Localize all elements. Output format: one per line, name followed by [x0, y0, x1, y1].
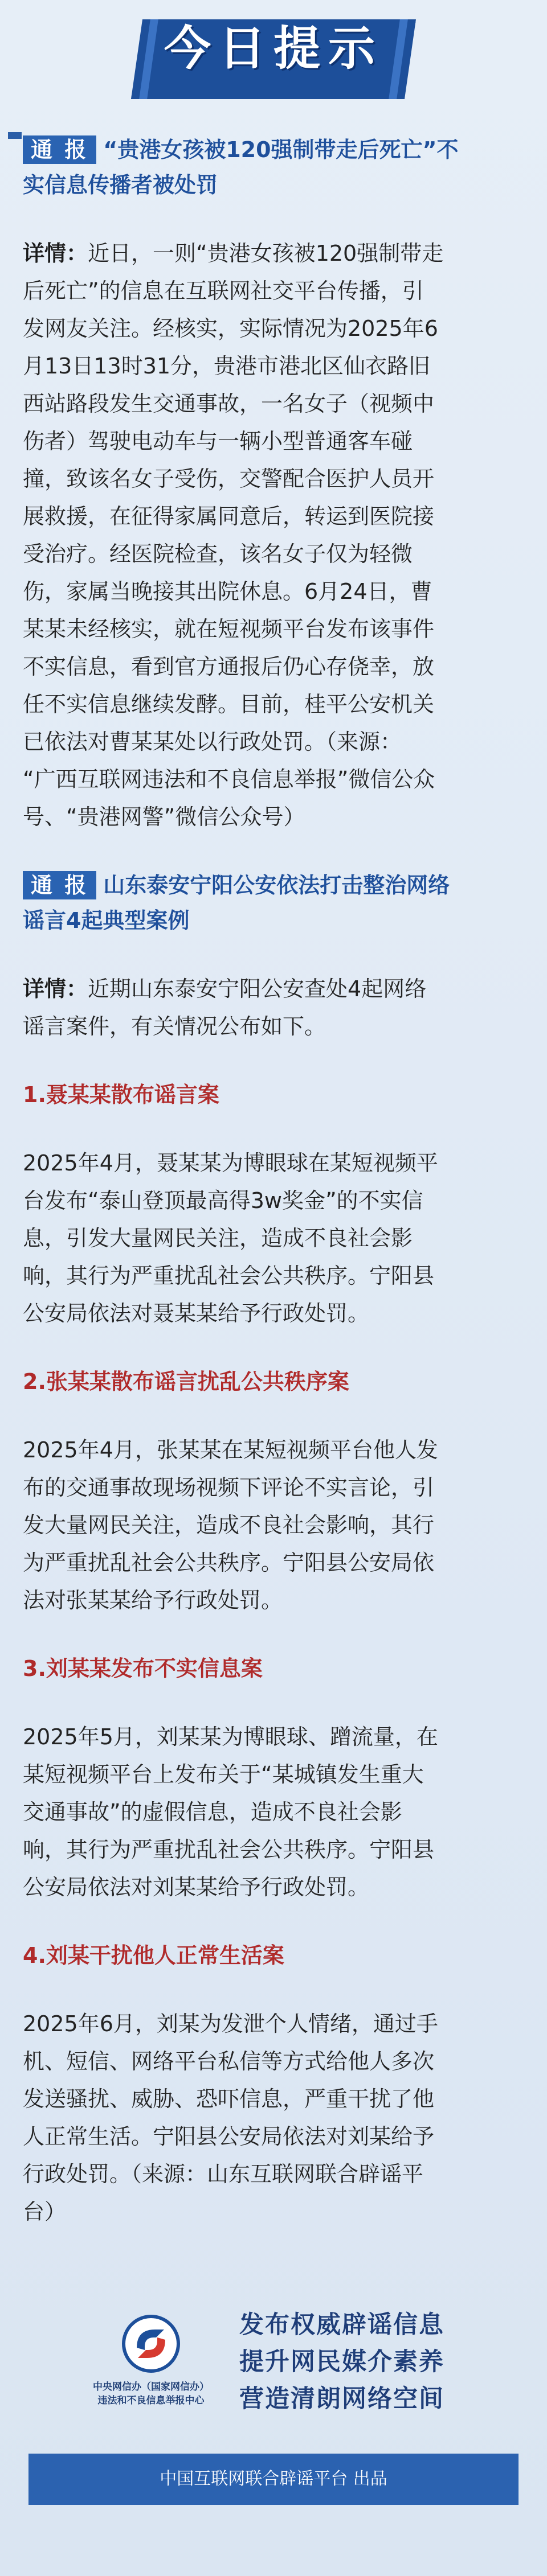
detail-label: 详情： — [23, 241, 88, 266]
notice-tag: 通 报 — [23, 135, 96, 164]
text-line: 公安局依法对刘某某给予行政处罚。 — [23, 1875, 370, 1900]
slogan: 营造清朗网络空间 — [239, 2385, 444, 2413]
text-line: 谣言案件，有关情况公布如下。 — [23, 1014, 326, 1039]
text-line: 受治疗。经医院检查，该名女子仅为轻微 — [23, 541, 413, 566]
paragraph — [23, 1144, 524, 1332]
case-heading: 2.张某某散布谣言扰乱公共秩序案 — [23, 1369, 349, 1394]
logo-caption: 中央网信办（国家网信办） — [93, 2381, 209, 2393]
notice-tag: 通 报 — [23, 871, 96, 899]
text-line: 台发布“泰山登顶最高得3w奖金”的不实信 — [23, 1188, 423, 1213]
paragraph — [23, 1718, 524, 1906]
paragraph — [23, 1431, 524, 1619]
text-line: 某短视频平台上发布关于“某城镇发生重大 — [23, 1762, 424, 1787]
text-line: 伤者）驾驶电动车与一辆小型普通客车碰 — [23, 429, 413, 454]
case-item — [23, 1619, 524, 1906]
text-line: 机、短信、网络平台私信等方式给他人多次 — [23, 2049, 435, 2074]
text-line: 息，引发大量网民关注，造成不良社会影 — [23, 1226, 413, 1251]
text-line: 已依法对曹某某处以行政处罚。（来源： — [23, 729, 402, 754]
paragraph — [23, 2005, 524, 2230]
notice-2-cases — [23, 1045, 524, 2230]
text-line: “广西互联网违法和不良信息举报”微信公众 — [23, 767, 435, 792]
text-line: 法对张某某给予行政处罚。 — [23, 1588, 283, 1613]
case-item — [23, 1906, 524, 2230]
paragraph — [23, 235, 524, 836]
notice-title-line1: 山东泰安宁阳公安依法打击整治网络 — [103, 873, 450, 898]
article-content — [23, 132, 524, 2230]
text-line: 响，其行为严重扰乱社会公共秩序。宁阳县 — [23, 1837, 435, 1862]
text-line: 近期山东泰安宁阳公安查处4起网络 — [88, 976, 427, 1001]
notice-2-intro — [23, 970, 524, 1045]
text-line: 西站路段发生交通事故，一名女子（视频中 — [23, 391, 435, 416]
case-item — [23, 1045, 524, 1332]
text-line: 后死亡”的信息在互联网社交平台传播，引 — [23, 278, 424, 303]
publisher-bar: 中国互联网联合辟谣平台 出品 — [28, 2454, 519, 2505]
text-line: 2025年4月，张某某在某短视频平台他人发 — [23, 1437, 438, 1462]
decor-bar — [8, 132, 22, 139]
footer — [0, 2283, 547, 2576]
text-line: 为严重扰乱社会公共秩序。宁阳县公安局依 — [23, 1550, 435, 1575]
text-line: 月13日13时31分，贵港市港北区仙衣路旧 — [23, 354, 431, 379]
notice-2 — [23, 868, 524, 2230]
text-line: 某某未经核实，就在短视频平台发布该事件 — [23, 617, 435, 642]
text-line: 布的交通事故现场视频下评论不实言论，引 — [23, 1475, 435, 1500]
cac-logo-icon — [120, 2312, 182, 2375]
detail-label: 详情： — [23, 976, 88, 1001]
notice-title-line2: 实信息传播者被处罚 — [23, 172, 218, 198]
text-line: 交通事故”的虚假信息，造成不良社会影 — [23, 1799, 402, 1825]
slogan: 提升网民媒介素养 — [239, 2348, 444, 2376]
text-line: 2025年4月，聂某某为博眼球在某短视频平 — [23, 1151, 438, 1176]
text-line: 任不实信息继续发酵。目前，桂平公安机关 — [23, 692, 435, 717]
text-line: 发送骚扰、威胁、恐吓信息，严重干扰了他 — [23, 2086, 435, 2111]
text-line: 号、“贵港网警”微信公众号） — [23, 804, 305, 829]
text-line: 近日，一则“贵港女孩被120强制带走 — [88, 241, 444, 266]
notice-1-detail — [23, 235, 524, 836]
text-line: 人正常生活。宁阳县公安局依法对刘某给予 — [23, 2124, 435, 2149]
header-banner — [0, 0, 547, 120]
case-heading: 1.聂某某散布谣言案 — [23, 1082, 219, 1107]
text-line: 撞，致该名女子受伤，交警配合医护人员开 — [23, 466, 435, 491]
text-line: 行政处罚。（来源：山东互联网联合辟谣平 — [23, 2162, 424, 2187]
logo-caption: 违法和不良信息举报中心 — [97, 2395, 205, 2406]
text-line: 不实信息，看到官方通报后仍心存侥幸，放 — [23, 654, 435, 679]
paragraph — [23, 970, 524, 1045]
case-item — [23, 1332, 524, 1619]
slogan: 发布权威辟谣信息 — [239, 2311, 444, 2339]
text-line: 伤，家属当晚接其出院休息。6月24日，曹 — [23, 579, 432, 604]
text-line: 公安局依法对聂某某给予行政处罚。 — [23, 1301, 370, 1326]
text-line: 展救援，在征得家属同意后，转运到医院接 — [23, 504, 435, 529]
text-line: 2025年6月，刘某为发泄个人情绪，通过手 — [23, 2011, 438, 2036]
banner-title: 今日提示 — [164, 21, 383, 76]
text-line: 2025年5月，刘某某为博眼球、蹭流量，在 — [23, 1724, 438, 1749]
text-line: 发大量网民关注，造成不良社会影响，其行 — [23, 1513, 435, 1538]
text-line: 响，其行为严重扰乱社会公共秩序。宁阳县 — [23, 1263, 435, 1288]
text-line: 发网友关注。经核实，实际情况为2025年6 — [23, 316, 438, 341]
notice-1 — [23, 132, 524, 836]
case-heading: 4.刘某干扰他人正常生活案 — [23, 1943, 284, 1968]
notice-title-line2: 谣言4起典型案例 — [23, 908, 190, 933]
text-line: 台） — [23, 2199, 67, 2224]
notice-title-line1: “贵港女孩被120强制带走后死亡”不 — [103, 137, 459, 162]
case-heading: 3.刘某某发布不实信息案 — [23, 1656, 263, 1681]
